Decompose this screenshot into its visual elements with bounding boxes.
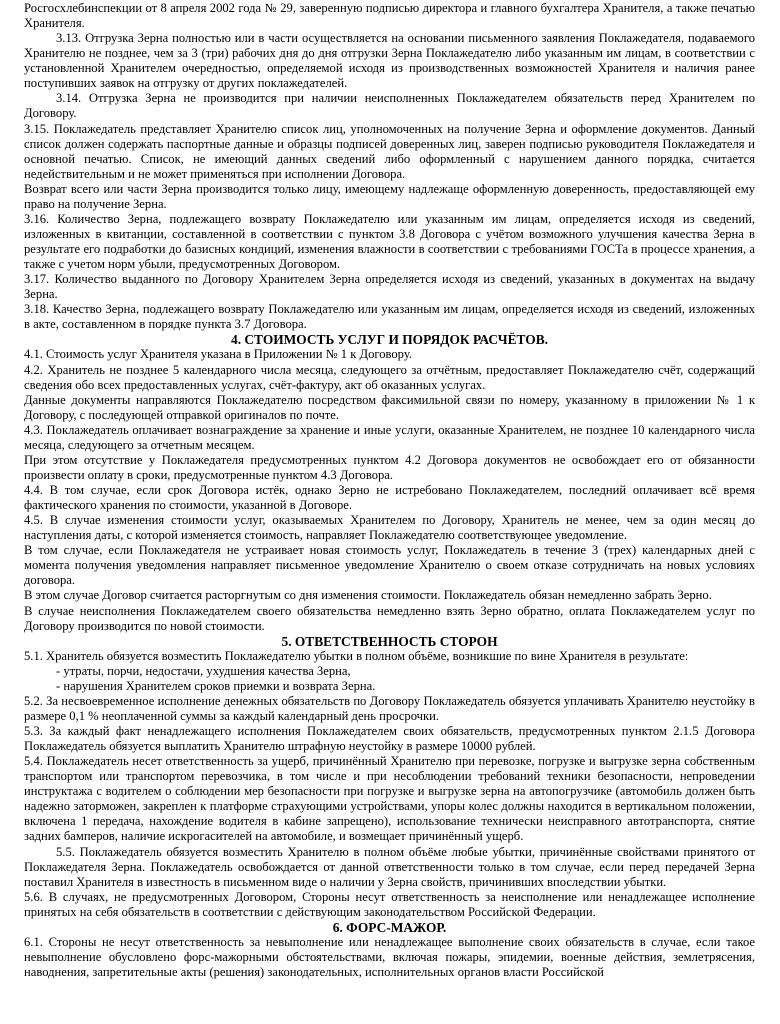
paragraph: 4.5. В случае изменения стоимости услуг, оказываемых Хранителем по Договору, Хранитель не менее, чем за один месяц до наступления даты, с которой изменяется стоимость, направляет Поклажедателю соответствующее уведомление. [24, 513, 755, 543]
paragraph: 3.15. Поклажедатель представляет Хранителю список лиц, уполномоченных на получение Зерна и оформление документов. Данный список должен содержать паспортные данные и образцы подписей доверенных лиц, заверен подписью руководителя Поклажедателя и основной печатью. Список, не имеющий данных сведений либо оформленный с нарушением данного порядка, считается недействительным и не может применяться при исполнении Договора. [24, 121, 755, 181]
paragraph: Росгосхлебинспекции от 8 апреля 2002 года № 29, заверенную подписью директора и главного бухгалтера Хранителя, а также печатью Хранителя. [24, 1, 755, 31]
paragraph: 3.16. Количество Зерна, подлежащего возврату Поклажедателю или указанным им лицам, определяется исходя из сведений, изложенных в квитанции, составленной в соответствии с пунктом 3.8 Договора с учётом возможного улучшения качества Зерна в результате его подработки до базисных кондиций, изменения влажности в соответствии с требованиями ГОСТа в процессе хранения, а также с учетом норм убыли, предусмотренных Договором. [24, 211, 755, 272]
paragraph: В этом случае Договор считается расторгнутым со дня изменения стоимости. Поклажедатель обязан немедленно забрать Зерно. [24, 588, 712, 603]
paragraph: 5.2. За несвоевременное исполнение денежных обязательств по Договору Поклажедатель обязуется уплачивать Хранителю неустойку в размере 0,1 % неоплаченной суммы за каждый календарный день просрочки. [24, 693, 755, 723]
paragraph: 4.4. В том случае, если срок Договора истёк, однако Зерно не истребовано Поклажедателем, последний оплачивает всё время фактического хранения по стоимости, указанной в Договоре. [24, 483, 755, 513]
paragraph: 5.5. Поклажедатель обязуется возместить Хранителю в полном объёме любые убытки, причинённые свойствами принятого от Поклажедателя Зерна. Поклажедатель освобождается от данной ответственности только в том случае, если перед передачей Зерна поставил Хранителя в известность в письменном виде о наличии у Зерна свойств, причинивших впоследствии убытки. [24, 844, 755, 889]
paragraph: В случае неисполнения Поклажедателем своего обязательства немедленно взять Зерно обратно, оплата Поклажедателем услуг по Договору производится по новой стоимости. [24, 603, 755, 633]
paragraph: 4.1. Стоимость услуг Хранителя указана в Приложении № 1 к Договору. [24, 347, 413, 362]
paragraph: 3.13. Отгрузка Зерна полностью или в части осуществляется на основании письменного заявления Поклажедателя, подаваемого Хранителю не позднее, чем за 3 (три) рабочих дня до дня отгрузки Зерна Поклажедателю либо указанным им лицам, в соответствии с установленной Хранителем очередностью, определяемой исходя из производственных возможностей Хранителя и наличия ранее поступивших заявок на отгрузку от других поклажедателей. [24, 31, 755, 91]
paragraph: В том случае, если Поклажедателя не устраивает новая стоимость услуг, Поклажедатель в течение 3 (трех) календарных дней с момента получения уведомления направляет письменное уведомление Хранителю о своем отказе сотрудничать на новых условиях договора. [24, 543, 755, 588]
list-item: - утраты, порчи, недостачи, ухудшения качества Зерна, [56, 663, 351, 678]
paragraph: Данные документы направляются Поклажедателю посредством факсимильной связи по номеру, указанному в приложении № 1 к Договору, с последующей отправкой оригиналов по почте. [24, 392, 755, 422]
paragraph: 5.4. Поклажедатель несет ответственность за ущерб, причинённый Хранителю при перевозке, погрузке и выгрузке зерна собственным транспортом или транспортом перевозчика, в том числе и при несоблюдении требований техники безопасности, непроведении инструктажа с водителем о соблюдении мер безопасности при погрузке и выгрузке зерна на автопогрузчике (автомобиль должен быть надежно заторможен, закреплен к платформе страхующими устройствами, упоры колес должны находится в вертикальном положении, включена 1 передача, нахождение водителя в кабине запрещено), использование технически неисправного автотранспорта, снятие задних бамперов, наличие искрогасителей на автомобиле, и возмещает причинённый ущерб. [24, 754, 755, 844]
paragraph: 3.14. Отгрузка Зерна не производится при наличии неисполненных Поклажедателем обязательств перед Хранителем по Договору. [24, 91, 755, 121]
paragraph: При этом отсутствие у Поклажедателя предусмотренных пунктом 4.2 Договора документов не освобождает его от обязанности произвести оплату в сроки, предусмотренные пунктом 4.3 Договора. [24, 452, 755, 482]
paragraph: 5.3. За каждый факт ненадлежащего исполнения Поклажедателем своих обязательств, предусмотренных пунктом 2.1.5 Договора Поклажедатель обязуется выплатить Хранителю штрафную неустойку в размере 10000 рублей. [24, 724, 755, 754]
paragraph: 3.17. Количество выданного по Договору Хранителем Зерна определяется исходя из сведений, указанных в документах на выдачу Зерна. [24, 272, 755, 302]
paragraph: Возврат всего или части Зерна производится только лицу, имеющему надлежаще оформленную доверенность, предоставляющей ему право на получение Зерна. [24, 181, 755, 211]
section-heading: 6. ФОРС-МАЖОР. [332, 919, 447, 935]
paragraph: 6.1. Стороны не несут ответственность за невыполнение или ненадлежащее выполнение своих обязательств в случае, если такое невыполнение обусловлено форс-мажорными обстоятельствами, включая пожары, эпидемии, военные действия, землетрясения, наводнения, запретительные акты (решения) законодательных, исполнительных органов власти Российской [24, 934, 755, 979]
paragraph: 4.2. Хранитель не позднее 5 календарного числа месяца, следующего за отчётным, предоставляет Поклажедателю счёт, содержащий сведения обо всех предоставленных услугах, счёт-фактуру, акт об оказанных услугах. [24, 362, 755, 392]
section-heading: 4. СТОИМОСТЬ УСЛУГ И ПОРЯДОК РАСЧЁТОВ. [231, 332, 548, 348]
section-heading: 5. ОТВЕТСТВЕННОСТЬ СТОРОН [281, 633, 498, 649]
paragraph: 5.1. Хранитель обязуется возместить Поклажедателю убытки в полном объёме, возникшие по вине Хранителя в результате: [24, 648, 689, 663]
paragraph: 3.18. Качество Зерна, подлежащего возврату Поклажедателю или указанным им лицам, определяется исходя из сведений, изложенных в акте, составленном в порядке пункта 3.7 Договора. [24, 302, 755, 332]
paragraph: 5.6. В случаях, не предусмотренных Договором, Стороны несут ответственность за неисполнение или ненадлежащее исполнение принятых на себя обязательств в соответствии с действующим законодательством Российской Федерации. [24, 889, 755, 919]
list-item: - нарушения Хранителем сроков приемки и возврата Зерна. [56, 678, 376, 693]
paragraph: 4.3. Поклажедатель оплачивает вознаграждение за хранение и иные услуги, оказанные Хранителем, не позднее 10 календарного числа месяца, следующего за отчетным месяцем. [24, 422, 755, 452]
